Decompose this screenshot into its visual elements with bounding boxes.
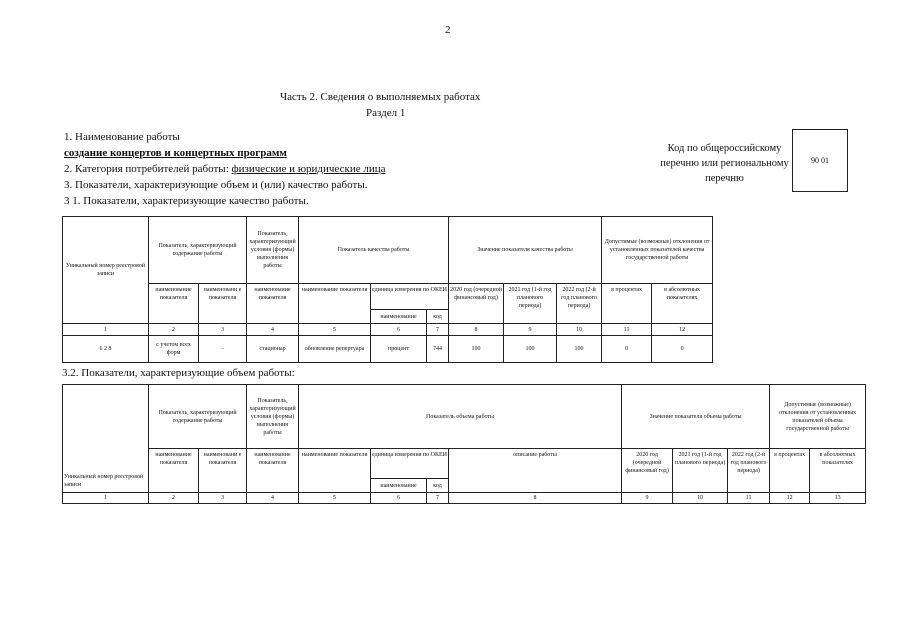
subheader-2020: 2020 год (очередной финансовый год) [622, 449, 673, 493]
column-number: 7 [427, 493, 449, 504]
cell-content: с учетом всех форм [149, 336, 199, 363]
table-row [63, 336, 713, 363]
subheader-unit-name: наименование [371, 310, 427, 324]
subheader-2021: 2021 год (1-й год планового периода) [504, 284, 557, 324]
header-unique: Уникальный номер реестровой записи [63, 217, 149, 324]
subheader-name: наименовани е показателя [199, 449, 247, 493]
header-volume: Показатель объема работы [299, 385, 622, 449]
subheader-unit-name: наименование [371, 479, 427, 493]
part-title: Часть 2. Сведения о выполняемых работах [280, 91, 481, 103]
column-number: 9 [622, 493, 673, 504]
work-name-value: создание концертов и концертных программ [64, 147, 287, 159]
column-number: 5 [299, 324, 371, 336]
subheader-2022: 2022 год (2-й год планового периода) [557, 284, 602, 324]
cell-conditions: стационар [247, 336, 299, 363]
column-number: 8 [449, 493, 622, 504]
column-number: 5 [299, 493, 371, 504]
header-quality: Показатель качества работы [299, 217, 449, 284]
subheader-unit: единица измерения по ОКЕИ [371, 449, 449, 479]
work-name-label: 1. Наименование работы [64, 131, 180, 143]
subheader-percent: в процентах [770, 449, 810, 493]
volume-indicators-heading: 3.2. Показатели, характеризующие объем работы: [62, 367, 295, 379]
header-deviation: Допустимые (возможные) отклонения от установленных показателей объема государственной работы [770, 385, 866, 449]
subheader-unit-code: код [427, 310, 449, 324]
column-number: 2 [149, 493, 199, 504]
column-number: 12 [652, 324, 713, 336]
subheader-2021: 2021 год (1-й год планового периода) [673, 449, 728, 493]
subheader-volume-name: наименование показателя [299, 449, 371, 493]
quality-indicators-heading: 3 1. Показатели, характеризующие качество работы. [64, 195, 309, 207]
column-number: 6 [371, 493, 427, 504]
column-number: 8 [449, 324, 504, 336]
subheader-name: наименование показателя [149, 449, 199, 493]
column-number: 11 [602, 324, 652, 336]
consumer-category-label: 2. Категория потребителей работы: [64, 163, 232, 175]
column-number: 1 [63, 324, 149, 336]
column-number: 12 [770, 493, 810, 504]
page-number: 2 [445, 24, 451, 36]
header-content: Показатель, характеризующий содержание работы [149, 385, 247, 449]
column-number: 2 [149, 324, 199, 336]
code-box [792, 129, 848, 192]
cell-2020: 100 [449, 336, 504, 363]
cell-2022: 100 [557, 336, 602, 363]
column-number: 9 [504, 324, 557, 336]
subheader-unit-code: код [427, 479, 449, 493]
column-number: 4 [247, 493, 299, 504]
subheader-description: описание работы [449, 449, 622, 493]
indicators-heading: 3. Показатели, характеризующие объем и (или) качество работы. [64, 179, 368, 191]
subheader-name: наименование показателя [247, 284, 299, 324]
header-unique: Уникальный номер реестровой записи [63, 385, 149, 493]
column-number: 3 [199, 493, 247, 504]
column-number: 3 [199, 324, 247, 336]
header-conditions: Показатель, характеризующий условия (формы) выполнения работы [247, 385, 299, 449]
subheader-percent: в процентах [602, 284, 652, 324]
header-deviation: Допустимые (возможные) отклонения от установленных показателей качества государственной работы [602, 217, 713, 284]
subheader-2022: 2022 год (2-й год планового периода) [728, 449, 770, 493]
column-number: 10 [673, 493, 728, 504]
cell-content-2: - [199, 336, 247, 363]
cell-2021: 100 [504, 336, 557, 363]
subheader-absolute: в абсолютных показателях [652, 284, 713, 324]
cell-percent: 0 [602, 336, 652, 363]
column-number: 11 [728, 493, 770, 504]
code-label: Код по общероссийскому перечню или региональному перечню [660, 143, 789, 184]
consumer-category-value: физические и юридические лица [231, 163, 386, 175]
consumer-category [64, 163, 385, 175]
header-value: Значение показателя объема работы [622, 385, 770, 449]
header-value: Значение показателя качества работы [449, 217, 602, 284]
volume-table [62, 384, 866, 504]
cell-absolute: 0 [652, 336, 713, 363]
code-value: 90 01 [811, 156, 829, 165]
subheader-absolute: в абсолютных показателях [810, 449, 866, 493]
column-number: 13 [810, 493, 866, 504]
section-title: Раздел 1 [366, 107, 406, 119]
column-number: 4 [247, 324, 299, 336]
cell-unit-name: процент [371, 336, 427, 363]
header-conditions: Показатель, характеризующий условия (формы) выполнения работы [247, 217, 299, 284]
subheader-unit: единица измерения по ОКЕИ [371, 284, 449, 310]
subheader-name: наименование показателя [149, 284, 199, 324]
header-content: Показатель, характеризующий содержание работы [149, 217, 247, 284]
cell-unit-code: 744 [427, 336, 449, 363]
subheader-2020: 2020 год (очередной финансовый год) [449, 284, 504, 324]
cell-registry-number: 6 2 8 [63, 336, 149, 363]
column-number: 7 [427, 324, 449, 336]
quality-table [62, 216, 713, 363]
column-number: 6 [371, 324, 427, 336]
subheader-quality-name: наименование показателя [299, 284, 371, 324]
cell-quality-name: обновление репертуара [299, 336, 371, 363]
column-number: 1 [63, 493, 149, 504]
subheader-name: наименовани е показателя [199, 284, 247, 324]
column-number: 10 [557, 324, 602, 336]
subheader-name: наименование показателя [247, 449, 299, 493]
